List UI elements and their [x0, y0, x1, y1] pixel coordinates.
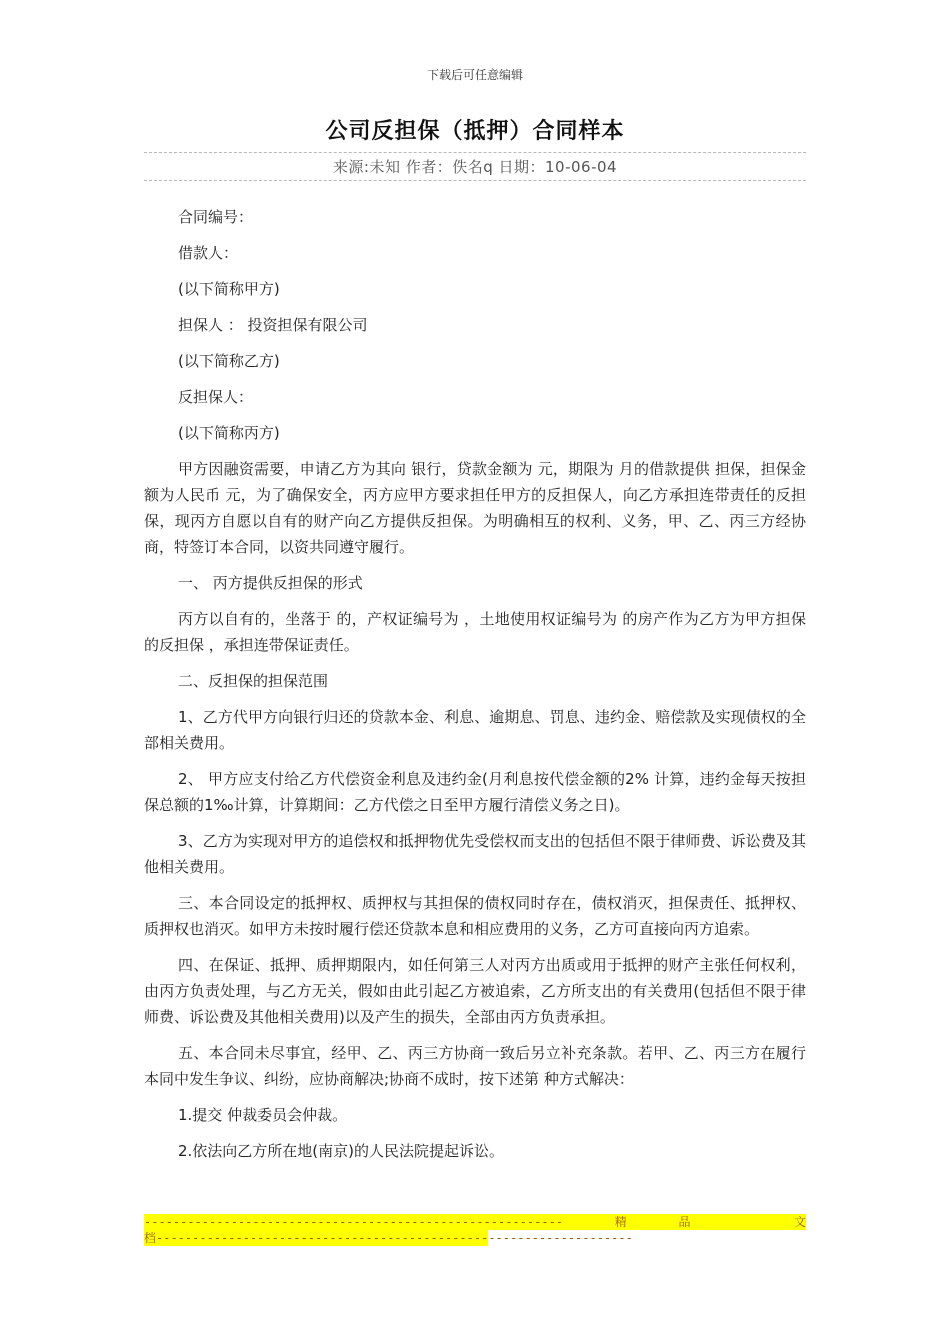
borrower-label: 借款人：	[178, 244, 239, 262]
footer-watermark-bar	[144, 1214, 806, 1246]
document-title: 公司反担保（抵押）合同样本	[325, 119, 625, 144]
footer-line-2: 档------------------------------------------------------------------	[144, 1231, 633, 1245]
download-note: 下载后可任意编辑	[426, 68, 523, 82]
section-2-item-3: 3、乙方为实现对甲方的追偿权和抵押物优先受偿权而支出的包括但不限于律师费、诉讼费及其他相关费用。	[144, 832, 806, 876]
footer-line-1	[144, 1214, 806, 1230]
party-a-note: (以下简称甲方)	[178, 280, 280, 298]
section-3-body: 三、本合同设定的抵押权、质押权与其担保的债权同时存在，债权消灭，担保责任、抵押权、质押权也消灭。如甲方未按时履行偿还贷款本息和相应费用的义务，乙方可直接向丙方追索。	[144, 894, 806, 938]
contract-body	[144, 204, 806, 1174]
document-meta: 来源:未知 作者：佚名q 日期：10-06-04	[332, 158, 618, 176]
divider-bottom	[144, 180, 806, 181]
footer-dashes: ----------------------------------------------------------	[144, 1215, 564, 1229]
guarantor-label: 担保人 ： 投资担保有限公司	[178, 316, 368, 334]
preamble-paragraph: 甲方因融资需要，申请乙方为其向 银行，贷款金额为 元，期限为 月的借款提供 担保，担保金额为人民币 元，为了确保安全，丙方应甲方要求担任甲方的反担保人，向乙方承担连带责任的反担保，现丙方自愿以自有的财产向乙方提供反担保。为明确相互的权利、义务，甲、乙、丙三方经协商，特签订本合同，以资共同遵守履行。	[144, 460, 806, 556]
footer-word-3: 文	[793, 1215, 806, 1229]
section-4-body: 四、在保证、抵押、质押期限内，如任何第三人对丙方出质或用于抵押的财产主张任何权利，由丙方负责处理，与乙方无关，假如由此引起乙方被追索，乙方所支出的有关费用(包括但不限于律师费、诉讼费及其他相关费用)以及产生的损失，全部由丙方负责承担。	[144, 956, 806, 1026]
section-2-item-1: 1、乙方代甲方向银行归还的贷款本金、利息、逾期息、罚息、违约金、赔偿款及实现债权的全部相关费用。	[144, 708, 806, 752]
party-c-note: (以下简称丙方)	[178, 424, 280, 442]
resolution-option-2: 2.依法向乙方所在地(南京)的人民法院提起诉讼。	[178, 1142, 505, 1160]
section-1-body: 丙方以自有的，坐落于 的，产权证编号为 ，土地使用权证编号为 的房产作为乙方为甲方担保的反担保 ，承担连带保证责任。	[144, 610, 806, 654]
section-2-heading: 二、反担保的担保范围	[178, 672, 329, 690]
section-1-heading: 一、 丙方提供反担保的形式	[178, 574, 363, 592]
section-2-item-2: 2、 甲方应支付给乙方代偿资金利息及违约金(月利息按代偿金额的2% 计算，违约金每天按担保总额的1‰计算，计算期间：乙方代偿之日至甲方履行清偿义务之日)。	[144, 770, 806, 814]
footer-word-1: 精	[614, 1215, 627, 1229]
resolution-option-1: 1.提交 仲裁委员会仲裁。	[178, 1106, 348, 1124]
section-5-body: 五、本合同未尽事宜，经甲、乙、丙三方协商一致后另立补充条款。若甲、乙、丙三方在履行本同中发生争议、纠纷，应协商解决;协商不成时，按下述第 种方式解决：	[144, 1044, 806, 1088]
contract-number-label: 合同编号：	[178, 208, 254, 226]
footer-word-2: 品	[678, 1215, 691, 1229]
party-b-note: (以下简称乙方)	[178, 352, 280, 370]
divider-top	[144, 152, 806, 153]
counter-guarantor-label: 反担保人：	[178, 388, 254, 406]
